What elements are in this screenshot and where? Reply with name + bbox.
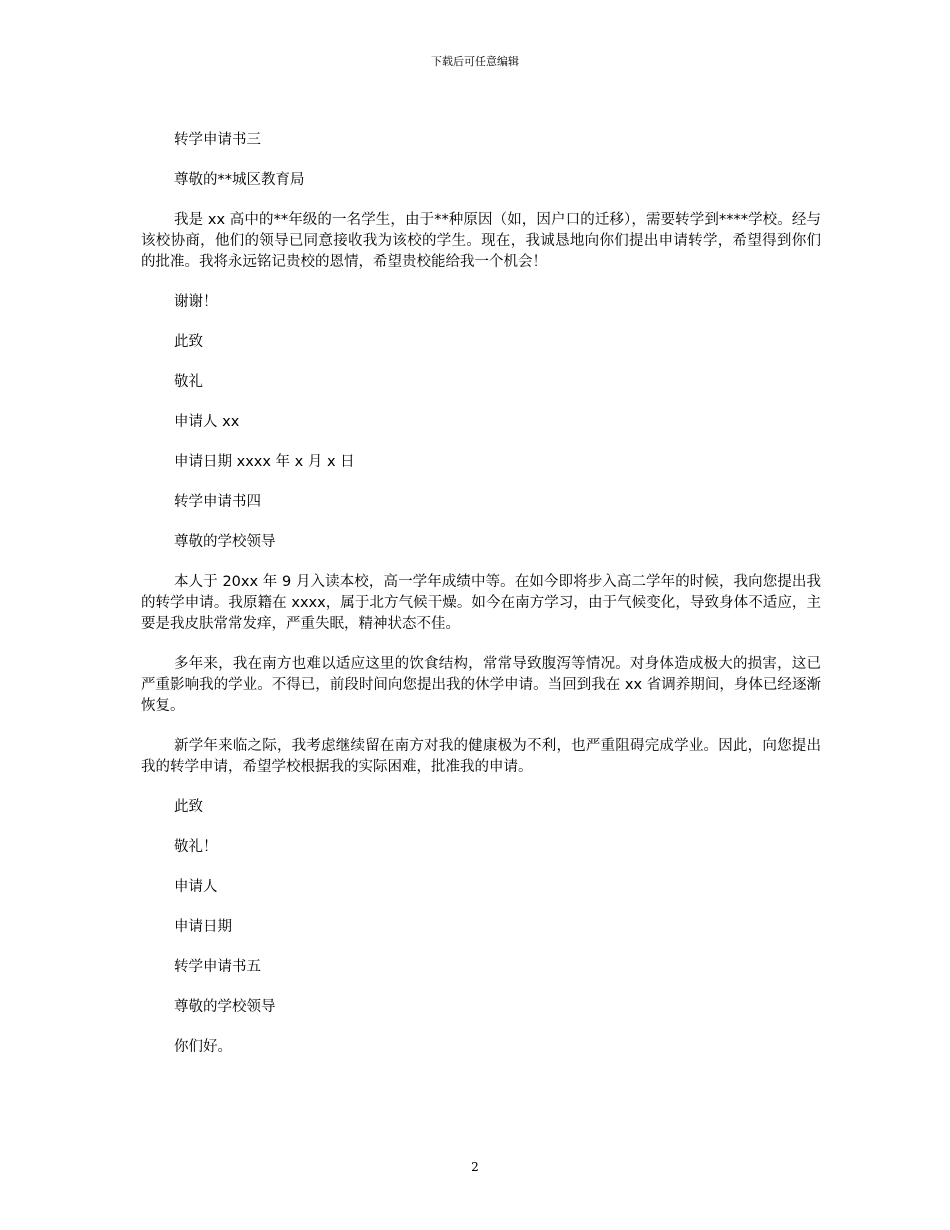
closing-line: 敬礼 — [174, 374, 203, 390]
section-title: 转学申请书五 — [174, 959, 261, 975]
section-title: 转学申请书四 — [174, 494, 261, 510]
body-paragraph: 我是 xx 高中的**年级的一名学生，由于**种原因（如，因户口的迁移），需要转学到****学校。经与该校协商，他们的领导已同意接收我为该校的学生。现在，我诚恳地向你们提出申请转学，希望得到你们的批准。我将永远铭记贵校的恩情，希望贵校能给我一个机会！ — [141, 212, 821, 270]
salutation: 尊敬的**城区教育局 — [174, 172, 305, 188]
date-line: 申请日期 — [174, 919, 232, 935]
body-paragraph: 新学年来临之际，我考虑继续留在南方对我的健康极为不利，也严重阻碍完成学业。因此，向您提出我的转学申请，希望学校根据我的实际困难，批准我的申请。 — [141, 738, 821, 775]
section-title: 转学申请书三 — [174, 132, 261, 148]
document-body — [141, 130, 821, 1077]
salutation: 尊敬的学校领导 — [174, 999, 276, 1015]
applicant-line: 申请人 xx — [174, 414, 240, 430]
closing-line: 敬礼！ — [174, 839, 218, 855]
page-number: 2 — [471, 1160, 479, 1174]
closing-line: 此致 — [174, 334, 203, 350]
date-line: 申请日期 xxxx 年 x 月 x 日 — [174, 454, 355, 470]
thanks-line: 谢谢！ — [174, 294, 218, 310]
body-paragraph: 多年来，我在南方也难以适应这里的饮食结构，常常导致腹泻等情况。对身体造成极大的损害，这已严重影响我的学业。不得已，前段时间向您提出我的休学申请。当回到我在 xx 省调养期间，身体已经逐渐恢复。 — [141, 656, 821, 714]
closing-line: 此致 — [174, 799, 203, 815]
greeting-line: 你们好。 — [174, 1039, 232, 1055]
applicant-line: 申请人 — [174, 879, 218, 895]
body-paragraph: 本人于 20xx 年 9 月入读本校，高一学年成绩中等。在如今即将步入高二学年的时候，我向您提出我的转学申请。我原籍在 xxxx，属于北方气候干燥。如今在南方学习，由于气候变化，导致身体不适应，主要是我皮肤常常发痒，严重失眠，精神状态不佳。 — [141, 574, 821, 632]
salutation: 尊敬的学校领导 — [174, 534, 276, 550]
page-header: 下载后可任意编辑 — [431, 55, 519, 68]
